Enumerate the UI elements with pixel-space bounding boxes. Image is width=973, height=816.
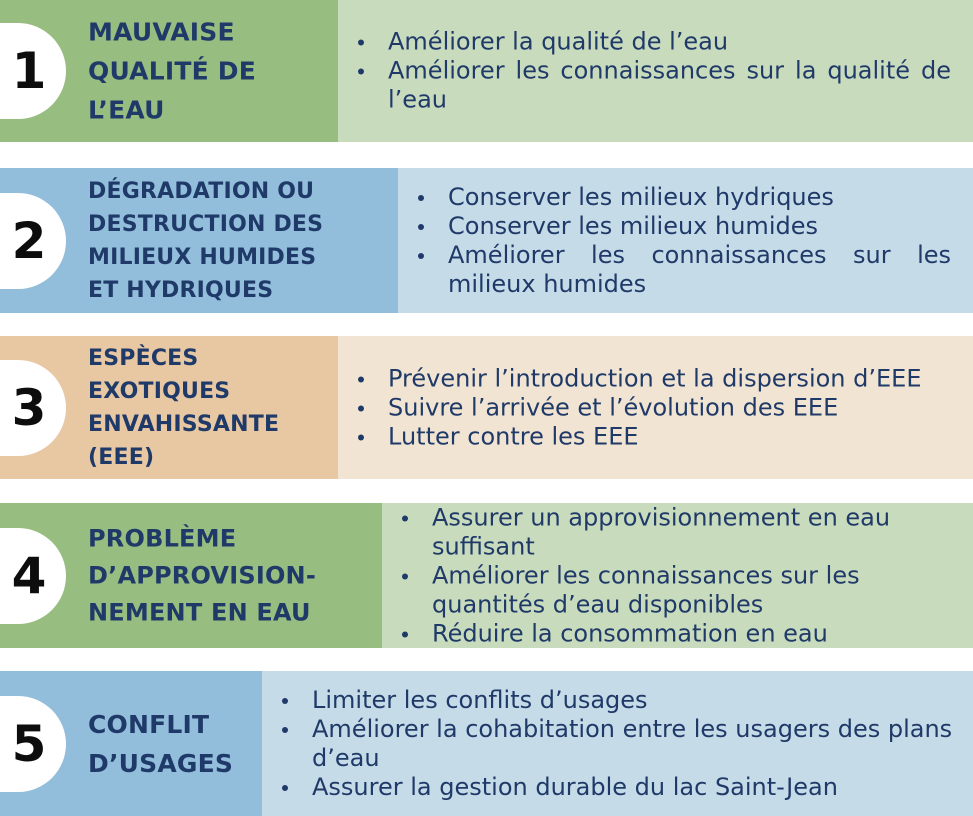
objectives-panel [398, 168, 973, 313]
objectives-panel [338, 0, 973, 142]
issue-number-badge: 1 [0, 23, 66, 119]
objectives-panel [382, 503, 973, 648]
issue-title-panel [0, 0, 338, 142]
issue-title-panel [0, 336, 338, 479]
issue-title: ESPÈCES EXOTIQUES ENVAHISSANTE (EEE) [88, 345, 280, 470]
objectives-list [418, 183, 951, 299]
issue-number-badge: 2 [0, 193, 66, 289]
objective-item: Conserver les milieux humides [418, 212, 951, 241]
objectives-list [282, 686, 955, 802]
objectives-panel [338, 336, 973, 479]
issue-number-badge: 4 [0, 528, 66, 624]
issue-title-panel [0, 503, 382, 648]
issue-row-1 [0, 0, 973, 142]
objective-item: Améliorer la cohabitation entre les usagers des plans d’eau [282, 715, 955, 773]
issue-title: DÉGRADATION OU DESTRUCTION DES MILIEUX HUMIDES ET HYDRIQUES [88, 178, 324, 303]
issue-title: CONFLIT D’USAGES [88, 709, 234, 778]
objectives-list [358, 28, 951, 115]
objective-item: Améliorer la qualité de l’eau [358, 28, 951, 57]
objective-item: Améliorer les connaissances sur les milieux humides [418, 241, 951, 299]
objectives-list [358, 364, 951, 451]
objective-item: Améliorer les connaissances sur les quantités d’eau disponibles [402, 561, 951, 619]
objective-item: Réduire la consommation en eau [402, 619, 951, 648]
objectives-list [402, 503, 951, 648]
issue-row-4 [0, 503, 973, 648]
objective-item: Conserver les milieux hydriques [418, 183, 951, 212]
objective-item: Prévenir l’introduction et la dispersion d’EEE [358, 364, 951, 393]
objective-item: Limiter les conflits d’usages [282, 686, 955, 715]
issue-title: PROBLÈME D’APPROVISION- NEMENT EN EAU [88, 524, 316, 626]
issue-row-3 [0, 336, 973, 479]
issue-number-badge: 5 [0, 696, 66, 792]
objective-item: Améliorer les connaissances sur la qualité de l’eau [358, 57, 951, 115]
objective-item: Lutter contre les EEE [358, 422, 951, 451]
issue-row-5 [0, 671, 973, 816]
issue-row-2 [0, 168, 973, 313]
objectives-panel [262, 671, 973, 816]
issue-title: MAUVAISE QUALITÉ DE L’EAU [88, 17, 257, 125]
issue-title-panel [0, 671, 262, 816]
objective-item: Suivre l’arrivée et l’évolution des EEE [358, 393, 951, 422]
objective-item: Assurer un approvisionnement en eau suffisant [402, 503, 951, 561]
issue-title-panel [0, 168, 398, 313]
objective-item: Assurer la gestion durable du lac Saint-Jean [282, 773, 955, 802]
issue-number-badge: 3 [0, 360, 66, 456]
